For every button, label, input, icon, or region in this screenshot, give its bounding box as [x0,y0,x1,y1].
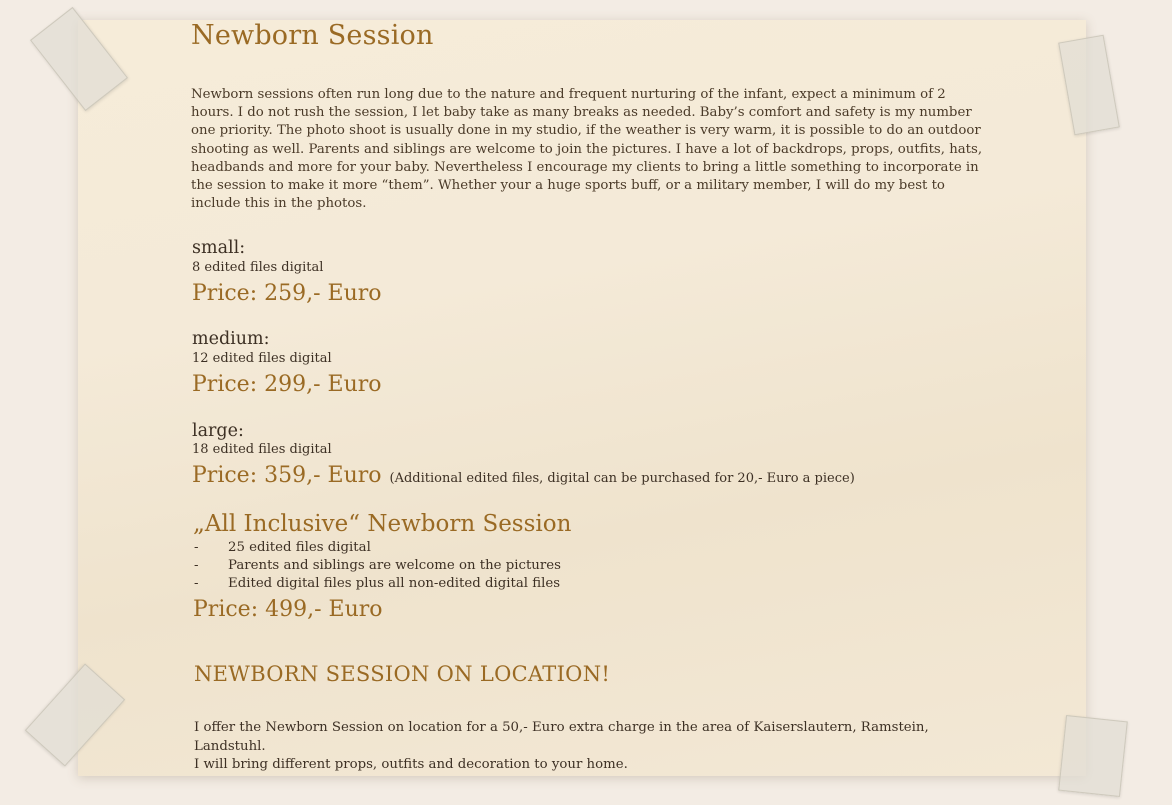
intro-text: Newborn sessions often run long due to the nature and frequent nurturing of the infant, expect a minimum of 2 hours. I do not rush the session, I let baby take as many breaks as needed. Baby’s comfort and safety is my number one priority. The photo shoot is usually done in my studio, if the weather is very warm, it is possible to do an outdoor shooting as well. Parents and siblings are welcome to join the pictures. I have a lot of backdrops, props, outfits, hats, headbands and more for your baby. Nevertheless I encourage my clients to bring a little something to incorporate in the session to make it more “them”. Whether your a huge sports buff, or a military member, I will do my best to include this in the photos. [191,87,983,212]
package-small-desc: 8 edited files digital [192,260,324,275]
package-large-price-row [192,463,855,488]
page-title: Newborn Session [191,20,434,51]
package-large-name: large: [192,421,244,441]
package-small-price: Price: 259,- Euro [192,281,382,306]
location-line-1: I offer the Newborn Session on location for a 50,- Euro extra charge in the area of Kaiserslautern, Ramstein, Landstuhl. [194,720,929,754]
all-inclusive-title: „All Inclusive“ Newborn Session [193,511,572,537]
package-medium-price: Price: 299,- Euro [192,372,382,397]
additional-files-note: (Additional edited files, digital can be purchased for 20,- Euro a piece) [389,471,855,486]
list-item: - Edited digital files plus all non-edited digital files [194,576,561,591]
list-item: - 25 edited files digital [194,540,371,555]
tape-bottom-right [1058,715,1128,797]
location-title: NEWBORN SESSION ON LOCATION! [194,662,611,686]
list-item-text: 25 edited files digital [228,540,371,555]
location-text [194,719,994,775]
location-line-2: I will bring different props, outfits and decoration to your home. [194,757,628,772]
list-item-text: Parents and siblings are welcome on the pictures [228,558,561,573]
all-inclusive-price: Price: 499,- Euro [193,597,383,622]
package-large-desc: 18 edited files digital [192,442,332,457]
package-medium-name: medium: [192,329,270,349]
list-item: - Parents and siblings are welcome on the pictures [194,558,561,573]
package-medium-desc: 12 edited files digital [192,351,332,366]
package-large-price: Price: 359,- Euro [192,463,382,488]
package-small-name: small: [192,238,246,258]
list-item-text: Edited digital files plus all non-edited digital files [228,576,561,591]
all-inclusive-list [194,539,561,593]
